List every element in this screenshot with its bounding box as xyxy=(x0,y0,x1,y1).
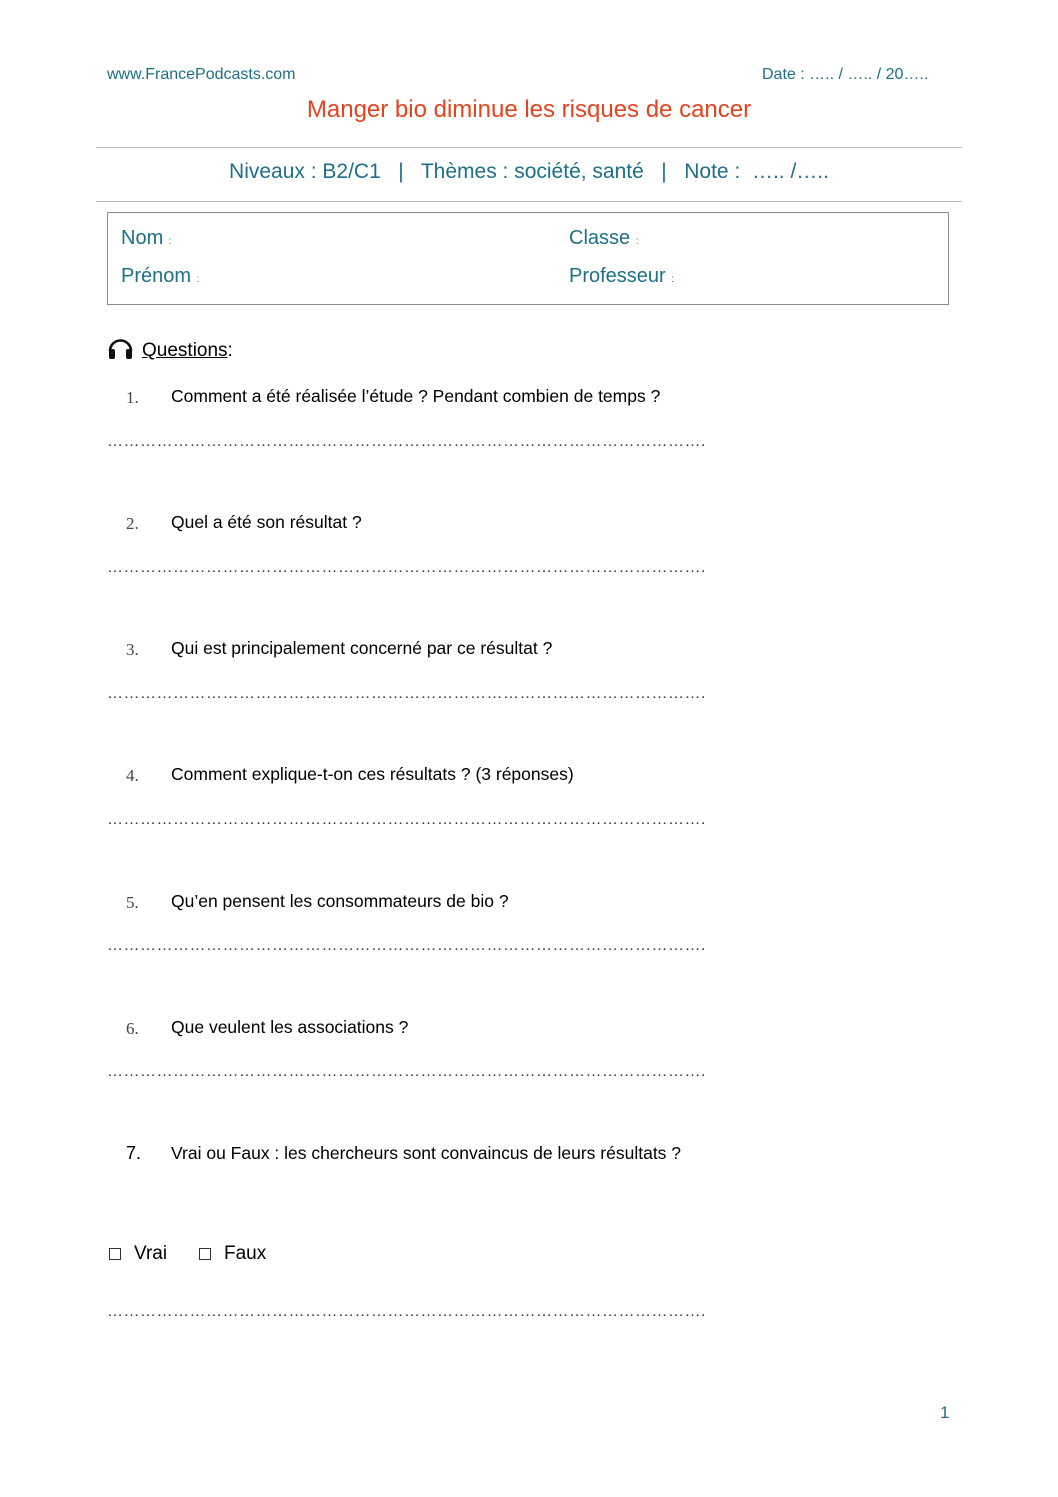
faux-label: Faux xyxy=(224,1243,267,1264)
page-number: 1 xyxy=(940,1403,950,1422)
questions-heading xyxy=(107,336,233,366)
question-text: Qu’en pensent les consommateurs de bio ? xyxy=(171,891,509,911)
classe-field[interactable] xyxy=(569,227,638,250)
answer-line[interactable]: ………………………………………………………………………………………………. xyxy=(107,559,706,576)
question-number: 6. xyxy=(126,1019,139,1038)
page-title: Manger bio diminue les risques de cancer xyxy=(306,96,752,123)
date-field: Date : ….. / ….. / 20….. xyxy=(762,66,929,83)
checkbox-icon[interactable] xyxy=(109,1248,121,1260)
question-text: Comment a été réalisée l’étude ? Pendant combien de temps ? xyxy=(171,386,661,406)
top-divider xyxy=(96,147,962,148)
professeur-field[interactable] xyxy=(569,265,674,288)
colon: : xyxy=(168,236,172,247)
prenom-label: Prénom xyxy=(121,265,192,287)
levels-themes-line: Niveaux : B2/C1 | Thèmes : société, santé | Note : ….. /….. xyxy=(229,160,829,183)
question-number: 1. xyxy=(126,388,139,407)
answer-line[interactable]: ………………………………………………………………………………………………. xyxy=(107,937,706,954)
colon: : xyxy=(196,274,200,285)
answer-line[interactable]: ………………………………………………………………………………………………. xyxy=(107,1303,706,1320)
answer-line[interactable]: ………………………………………………………………………………………………. xyxy=(107,433,706,450)
colon: : xyxy=(671,274,675,285)
prenom-field[interactable] xyxy=(121,265,199,288)
headphones-icon xyxy=(107,336,134,366)
question-number: 2. xyxy=(126,514,139,533)
question-text: Qui est principalement concerné par ce résultat ? xyxy=(171,638,553,658)
site-url: www.FrancePodcasts.com xyxy=(107,66,296,83)
classe-label: Classe xyxy=(569,227,631,249)
answer-line[interactable]: ………………………………………………………………………………………………. xyxy=(107,685,706,702)
professeur-label: Professeur xyxy=(569,265,666,287)
question-number: 5. xyxy=(126,893,139,912)
vrai-option[interactable] xyxy=(109,1243,167,1265)
question-text: Vrai ou Faux : les chercheurs sont convaincus de leurs résultats ? xyxy=(171,1143,682,1163)
answer-line[interactable]: ………………………………………………………………………………………………. xyxy=(107,1063,706,1080)
nom-label: Nom xyxy=(121,227,164,249)
checkbox-icon[interactable] xyxy=(199,1248,211,1260)
question-number: 3. xyxy=(126,640,139,659)
question-text: Que veulent les associations ? xyxy=(171,1017,409,1037)
questions-label: Questions xyxy=(142,340,228,361)
answer-line[interactable]: ………………………………………………………………………………………………. xyxy=(107,811,706,828)
colon: : xyxy=(635,236,639,247)
faux-option[interactable] xyxy=(199,1243,266,1265)
student-info-box xyxy=(107,212,949,305)
question-number: 4. xyxy=(126,766,139,785)
nom-field[interactable] xyxy=(121,227,172,250)
bottom-divider xyxy=(96,201,962,202)
question-text: Quel a été son résultat ? xyxy=(171,512,362,532)
questions-colon: : xyxy=(227,340,233,361)
question-text: Comment explique-t-on ces résultats ? (3 réponses) xyxy=(171,764,574,784)
question-number: 7. xyxy=(126,1143,142,1163)
vrai-label: Vrai xyxy=(134,1243,168,1264)
